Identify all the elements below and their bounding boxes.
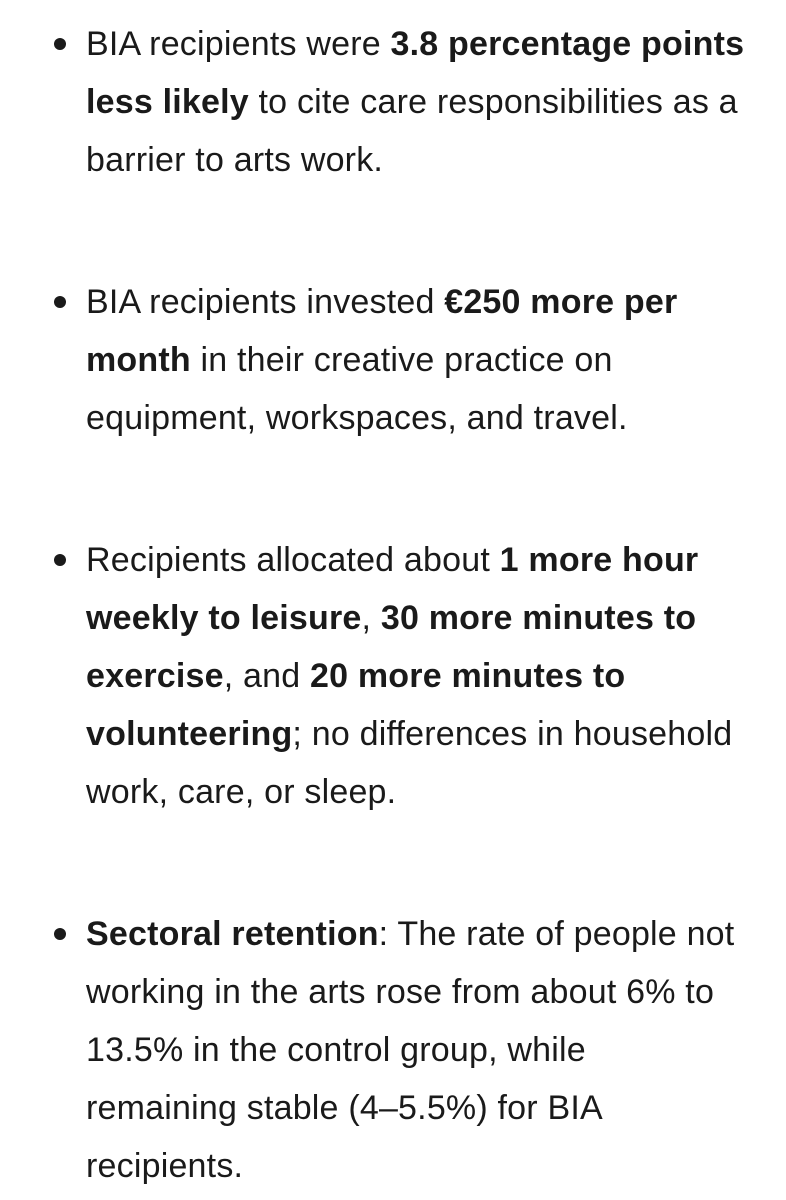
text-run: , and bbox=[223, 657, 311, 695]
text-run: to cite care responsibilities as a barrier to arts work. bbox=[86, 83, 738, 179]
bold-text-run: Sectoral retention bbox=[86, 915, 379, 953]
bullet-dot-icon bbox=[54, 38, 66, 50]
bold-text-run: 20 more minutes to volunteering bbox=[86, 657, 626, 753]
bullet-text bbox=[86, 273, 746, 447]
text-run: BIA recipients were bbox=[86, 25, 391, 63]
bullet-dot-icon bbox=[54, 296, 66, 308]
bold-text-run: 3.8 percentage points less likely bbox=[86, 25, 745, 121]
bullet-dot-icon bbox=[54, 554, 66, 566]
bullet-text bbox=[86, 531, 746, 821]
text-run: BIA recipients invested bbox=[86, 283, 445, 321]
text-run: in their creative practice on equipment, workspaces, and travel. bbox=[86, 341, 628, 437]
bullet-text bbox=[86, 905, 746, 1195]
text-run: , bbox=[361, 599, 381, 637]
text-run: : The rate of people not working in the arts rose from about 6% to 13.5% in the control group, while remaining stable (4–5.5%) for BIA recipients. bbox=[86, 915, 735, 1185]
bullet-dot-icon bbox=[54, 928, 66, 940]
bullet-text bbox=[86, 15, 746, 189]
text-run: Recipients allocated about bbox=[86, 541, 500, 579]
bold-text-run: €250 more per month bbox=[86, 283, 678, 379]
bold-text-run: 30 more minutes to exercise bbox=[86, 599, 697, 695]
bold-text-run: 1 more hour weekly to leisure bbox=[86, 541, 699, 637]
text-run: ; no differences in household work, care, or sleep. bbox=[86, 715, 733, 811]
